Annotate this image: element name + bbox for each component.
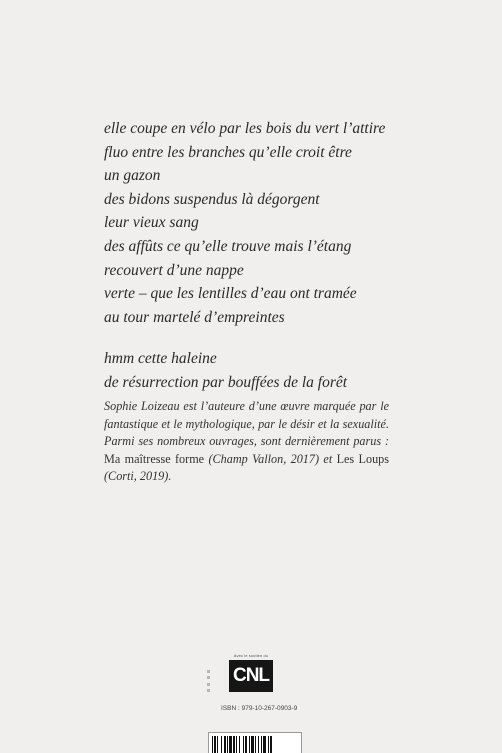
barcode-icon xyxy=(208,732,302,753)
poem-stanza-1 xyxy=(104,117,464,329)
poem-line: verte – que les lentilles d’eau ont tramée xyxy=(104,285,357,303)
bio-book-title: Les Loups xyxy=(336,451,389,466)
poem-line: recouvert d’une nappe xyxy=(104,261,244,279)
poem-line: fluo entre les branches qu’elle croit être xyxy=(104,143,352,161)
isbn: ISBN : 979-10-267-0903-9 xyxy=(221,705,298,712)
author-bio xyxy=(104,398,389,486)
poem-line: des affûts ce qu’elle trouve mais l’étang xyxy=(104,237,352,255)
poem-line: un gazon xyxy=(104,167,161,185)
bio-text: Sophie Loizeau est l’auteure d’une œuvre marquée par le fantastique et le mythologique, par le désir et la sexualité. Parmi ses nombreux ouvrages, sont dernièrement parus : xyxy=(104,399,389,449)
bio-book-title: Ma maîtresse forme xyxy=(104,451,205,466)
poem-stanza-2 xyxy=(104,347,464,394)
cnl-logo: CNL xyxy=(229,660,273,692)
poem-line: hmm cette haleine xyxy=(104,350,217,368)
poem xyxy=(104,117,464,395)
bio-text: (Champ Vallon, 2017) et xyxy=(204,451,337,466)
poem-line: au tour martelé d’empreintes xyxy=(104,308,285,326)
poem-line: des bidons suspendus là dégorgent xyxy=(104,190,320,208)
barcode-bars xyxy=(209,733,301,753)
cnl-caption: Avec le soutien du xyxy=(233,653,269,658)
poem-line: de résurrection par bouffées de la forêt xyxy=(104,373,348,391)
cnl-logo-block xyxy=(226,653,276,693)
poem-line: elle coupe en vélo par les bois du vert l’attire xyxy=(104,120,386,137)
printer-mark xyxy=(207,670,210,692)
bio-text: (Corti, 2019). xyxy=(104,469,172,484)
poem-line: leur vieux sang xyxy=(104,214,199,232)
